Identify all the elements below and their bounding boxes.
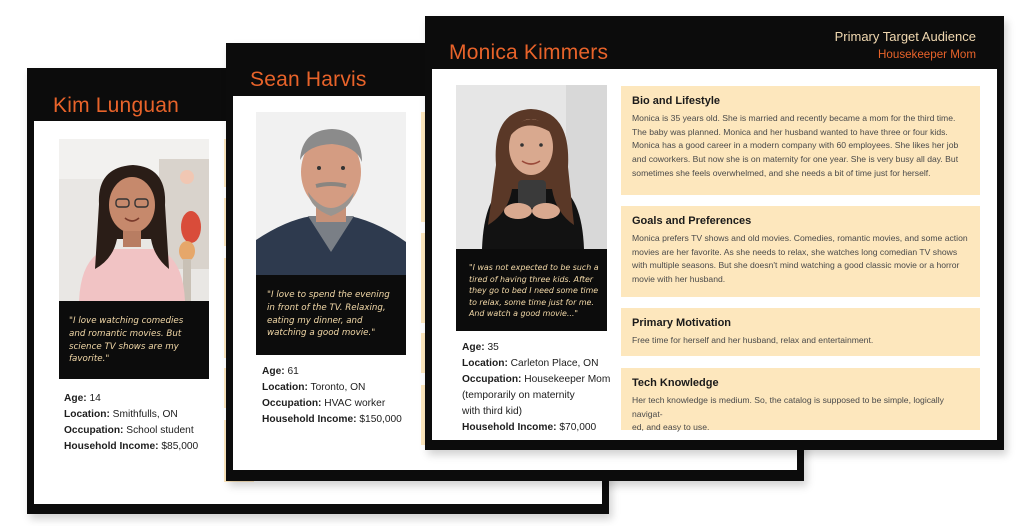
section-primary-motivation (621, 308, 980, 356)
occupation-row-cont: (temporarily on maternity (462, 390, 575, 401)
section-body: Her tech knowledge is medium. So, the catalog is supposed to be simple, logically navigat- ed, and easy to use. (632, 395, 944, 433)
age-row: Age: 35 (462, 342, 499, 353)
persona-quote: "I love watching comedies and romantic movies. But science TV shows are my favorite." (59, 301, 209, 379)
man-portrait-icon (256, 112, 406, 275)
persona-facts (262, 364, 402, 428)
income-row: Household Income: $85,000 (64, 441, 199, 452)
section-bio-lifestyle (621, 86, 980, 195)
age-row: Age: 14 (64, 393, 101, 404)
audience-title: Primary Target Audience (834, 29, 976, 44)
persona-photo (256, 112, 406, 275)
girl-portrait-icon (59, 139, 209, 301)
occupation-row: Occupation: Housekeeper Mom (462, 374, 611, 385)
occupation-row-cont: with third kid) (462, 406, 523, 417)
section-body: Free time for herself and her husband, relax and entertainment. (632, 335, 874, 345)
persona-photo (59, 139, 209, 301)
location-row: Location: Carleton Place, ON (462, 358, 599, 369)
section-tech-knowledge (621, 368, 980, 433)
persona-name: Kim Lunguan (53, 94, 179, 117)
persona-card-monica (425, 16, 1004, 450)
woman-portrait-icon (456, 85, 607, 249)
persona-facts (64, 391, 198, 455)
section-goals-preferences (621, 206, 980, 297)
persona-quote: "I was not expected to be such a tired of having three kids. After they go to bed I need some time to relax, some time just for me. And watch a good movie..." (456, 249, 607, 331)
location-row: Location: Smithfulls, ON (64, 409, 178, 420)
section-body: Monica is 35 years old. She is married and recently became a mom for the third time. The baby was planned. Monica and her husband wanted to have three or four kids. Monica has a good career in a modern company with 60 employees. She likes her job and coworkers. But now she is on maternity for one year. She is very busy all day. But sometimes she feels overwhelmed, and she needs a bit of time just for herself. (632, 113, 959, 178)
section-body: Monica prefers TV shows and old movies. Comedies, romantic movies, and some action movies are her favorite. As she needs to relax, she watches long comedian TV shows with multiple seasons. But she doesn't mind watching a good classic movie or a horror movie with her husband. (632, 233, 968, 285)
section-title: Primary Motivation (632, 317, 732, 329)
section-title: Goals and Preferences (632, 215, 752, 227)
persona-quote: "I love to spend the evening in front of the TV. Relaxing, eating my dinner, and watching a good movie." (256, 275, 406, 355)
section-title: Tech Knowledge (632, 377, 719, 389)
occupation-row: Occupation: HVAC worker (262, 398, 386, 409)
income-row: Household Income: $150,000 (262, 414, 402, 425)
location-row: Location: Toronto, ON (262, 382, 366, 393)
income-row: Household Income: $70,000 (462, 422, 597, 433)
persona-name: Sean Harvis (250, 68, 367, 91)
persona-name: Monica Kimmers (449, 41, 609, 64)
persona-photo (456, 85, 607, 249)
section-title: Bio and Lifestyle (632, 95, 721, 107)
age-row: Age: 61 (262, 366, 299, 377)
audience-subtitle: Housekeeper Mom (878, 48, 976, 61)
occupation-row: Occupation: School student (64, 425, 194, 436)
persona-facts (462, 340, 610, 436)
